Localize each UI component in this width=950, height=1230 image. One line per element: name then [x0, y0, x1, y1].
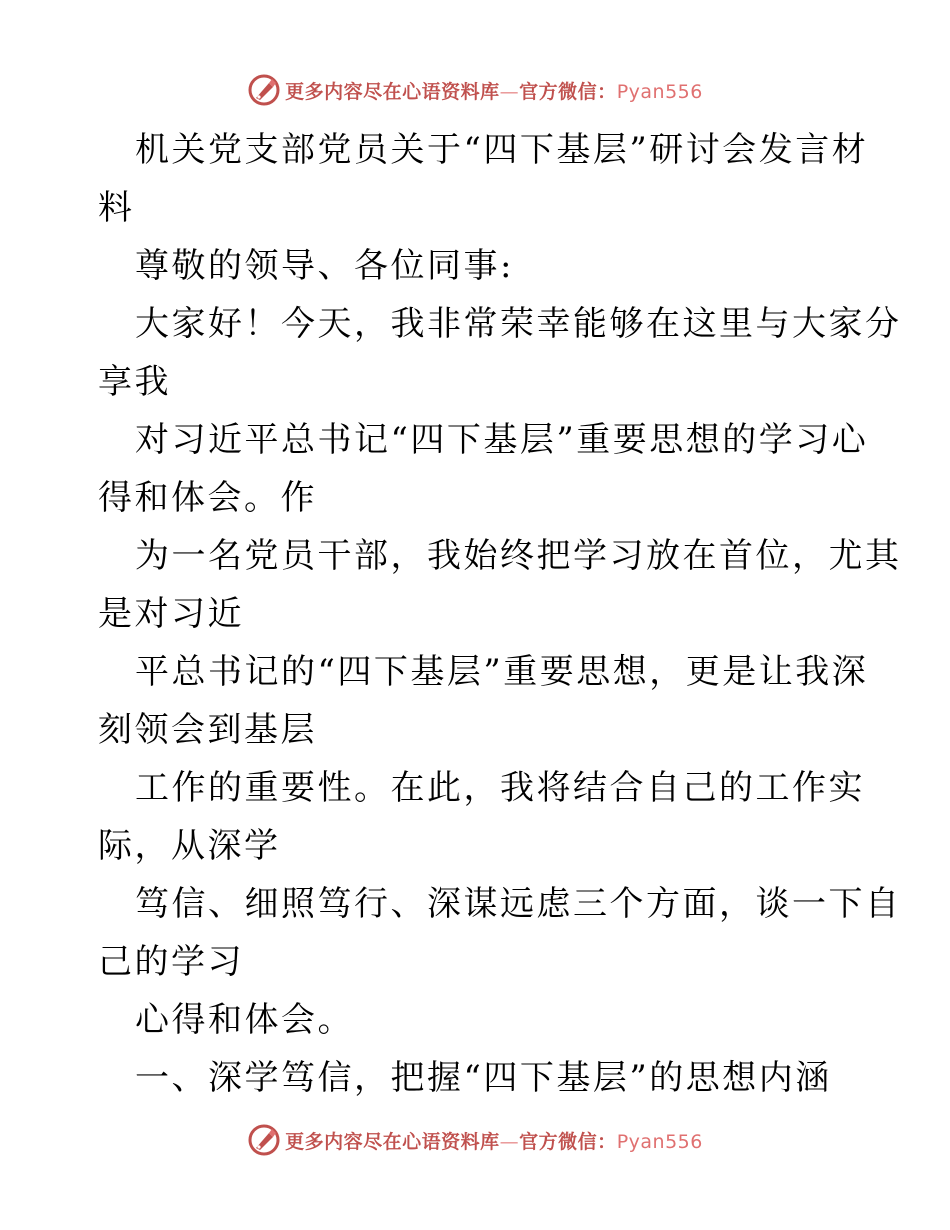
footer-wechat-id: Pyan556	[616, 1130, 703, 1153]
paragraph-line: 对习近平总书记“四下基层”重要思想的学习心	[135, 420, 869, 460]
paragraph-line: 得和体会。作	[98, 478, 317, 518]
footer-banner-separator: —	[499, 1130, 520, 1153]
section-heading: 一、深学笃信，把握“四下基层”的思想内涵	[135, 1058, 832, 1098]
paragraph-line: 是对习近	[98, 594, 244, 634]
pen-nib-logo-icon	[247, 1123, 281, 1157]
footer-wechat-label: 官方微信：	[519, 1130, 617, 1153]
paragraph-line: 己的学习	[98, 942, 244, 982]
document-title-line-1: 机关党支部党员关于“四下基层”研讨会发言材	[135, 130, 869, 170]
footer-banner-text	[285, 1127, 703, 1154]
header-wechat-id: Pyan556	[616, 80, 703, 103]
paragraph-line: 际，从深学	[98, 826, 281, 866]
paragraph-line: 大家好！今天，我非常荣幸能够在这里与大家分	[135, 304, 902, 344]
header-wechat-label: 官方微信：	[519, 80, 617, 103]
paragraph-line: 笃信、细照笃行、深谋远虑三个方面，谈一下自	[135, 884, 902, 924]
header-banner	[0, 70, 950, 110]
pen-nib-logo-icon	[247, 73, 281, 107]
header-banner-main: 更多内容尽在心语资料库	[285, 80, 500, 103]
paragraph-line: 心得和体会。	[135, 1000, 354, 1040]
footer-banner	[0, 1120, 950, 1160]
paragraph-line: 刻领会到基层	[98, 710, 317, 750]
header-banner-text	[285, 77, 703, 104]
paragraph-line: 工作的重要性。在此，我将结合自己的工作实	[135, 768, 865, 808]
salutation: 尊敬的领导、各位同事:	[135, 246, 514, 286]
document-title-line-2: 料	[98, 188, 135, 228]
paragraph-line: 为一名党员干部，我始终把学习放在首位，尤其	[135, 536, 902, 576]
header-banner-separator: —	[499, 80, 520, 103]
paragraph-line: 享我	[98, 362, 171, 402]
footer-banner-main: 更多内容尽在心语资料库	[285, 1130, 500, 1153]
paragraph-line: 平总书记的“四下基层”重要思想，更是让我深	[135, 652, 869, 692]
